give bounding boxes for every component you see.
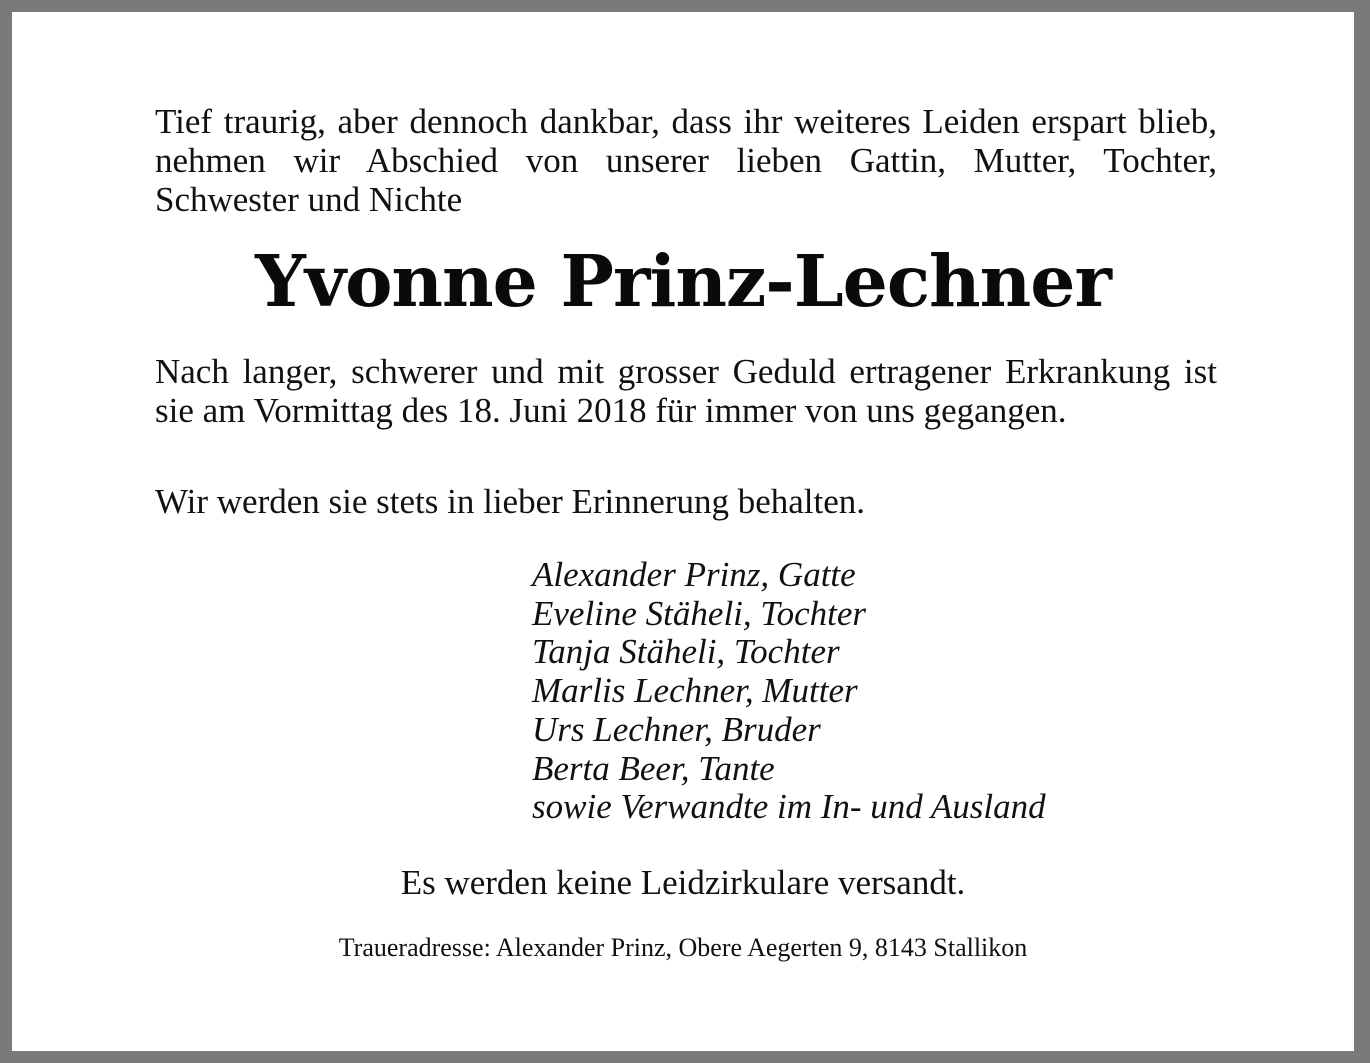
mourner-item: Alexander Prinz, Gatte (532, 555, 856, 594)
mourner-item: Marlis Lechner, Mutter (532, 671, 858, 711)
mourner-item: Berta Beer, Tante (532, 748, 775, 788)
no-circulars-note: Es werden keine Leidzirkulare versandt. (400, 863, 966, 902)
mourning-address: Traueradresse: Alexander Prinz, Obere Aegerten 9, 8143 Stallikon (338, 933, 1028, 962)
mourners-list (532, 556, 1046, 827)
passing-text: Nach langer, schwerer und mit grosser Geduld ertragener Erkrankung ist sie am Vormittag des 18. Juni 2018 für immer von uns gegangen. (155, 352, 1217, 430)
deceased-name: Yvonne Prinz-Lechner (255, 239, 1111, 323)
obituary-notice (12, 12, 1354, 1051)
mourner-item: Eveline Stäheli, Tochter (532, 593, 867, 633)
intro-text: Tief traurig, aber dennoch dankbar, dass ihr weiteres Leiden erspart blieb, nehmen wir Abschied von unserer lieben Gattin, Mutter, Tochter, Schwester und Nichte (155, 102, 1217, 219)
mourner-item: Tanja Stäheli, Tochter (532, 632, 840, 672)
mourner-item: sowie Verwandte im In- und Ausland (532, 787, 1046, 827)
mourner-item: Urs Lechner, Bruder (532, 709, 821, 749)
remembrance-text: Wir werden sie stets in lieber Erinnerung behalten. (155, 482, 866, 521)
